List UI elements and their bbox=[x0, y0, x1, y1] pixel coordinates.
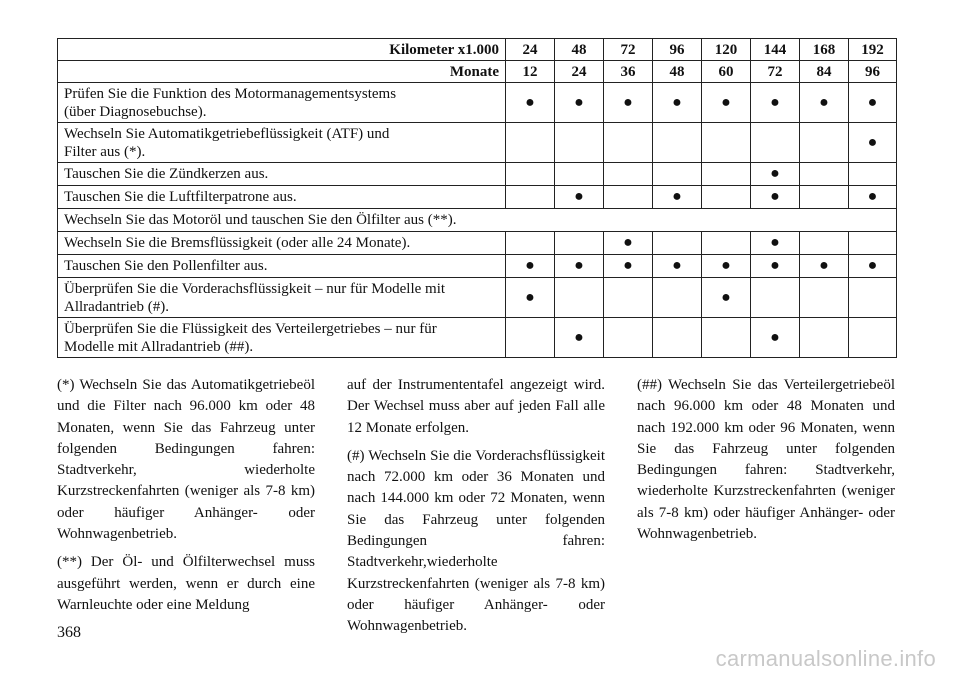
header-interval-cell: 24 bbox=[506, 39, 555, 61]
task-text-line: Modelle mit Allradantrieb (##). bbox=[64, 338, 254, 355]
service-dot-cell bbox=[702, 255, 751, 278]
service-dot-icon: ● bbox=[525, 257, 535, 274]
task-text-line: (über Diagnosebuchse). bbox=[64, 103, 207, 120]
empty-cell bbox=[604, 318, 653, 358]
empty-cell bbox=[604, 186, 653, 209]
notes-column-2 bbox=[347, 375, 605, 645]
service-dot-cell bbox=[702, 278, 751, 318]
service-dot-cell bbox=[849, 186, 897, 209]
task-description bbox=[58, 278, 506, 318]
service-dot-cell bbox=[506, 278, 555, 318]
empty-cell bbox=[849, 318, 897, 358]
table-row bbox=[58, 209, 897, 232]
service-dot-cell bbox=[800, 83, 849, 123]
service-dot-icon: ● bbox=[721, 257, 731, 274]
task-text-line: Überprüfen Sie die Vorderachsflüssigkeit – nur für Modelle mit bbox=[64, 280, 446, 297]
service-dot-icon: ● bbox=[525, 288, 535, 306]
service-dot-icon: ● bbox=[819, 93, 829, 111]
task-text-line: Überprüfen Sie die Flüssigkeit des Verteilergetriebes – nur für bbox=[64, 320, 437, 337]
table-row bbox=[58, 232, 897, 255]
note-paragraph: (*) Wechseln Sie das Automatikgetriebeöl und die Filter nach 96.000 km oder 48 Monaten, wenn Sie das Fahrzeug unter folgenden Bedingungen fahren: Stadtverkehr, wiederholte Kurzstreckenfahrten (weniger als 7-8 km) oder häufiger Anhänger- oder Wohnwagenbetrieb. bbox=[57, 377, 315, 543]
service-dot-icon: ● bbox=[721, 93, 731, 111]
task-text-line: Wechseln Sie die Bremsflüssigkeit (oder alle 24 Monate). bbox=[64, 235, 411, 251]
watermark: carmanualsonline.info bbox=[715, 646, 936, 671]
header-interval-cell: 12 bbox=[506, 61, 555, 83]
service-dot-icon: ● bbox=[525, 93, 535, 111]
empty-cell bbox=[555, 123, 604, 163]
empty-cell bbox=[849, 232, 897, 255]
header-label: Monate bbox=[58, 61, 506, 83]
task-description bbox=[58, 255, 506, 278]
table-row bbox=[58, 318, 897, 358]
empty-cell bbox=[604, 278, 653, 318]
header-interval-cell: 120 bbox=[702, 39, 751, 61]
service-dot-cell bbox=[555, 83, 604, 123]
service-dot-icon: ● bbox=[770, 328, 780, 346]
service-dot-cell bbox=[506, 83, 555, 123]
empty-cell bbox=[751, 123, 800, 163]
header-row-kilometers bbox=[58, 39, 897, 61]
empty-cell bbox=[653, 278, 702, 318]
task-description bbox=[58, 318, 506, 358]
task-text-line: Wechseln Sie Automatikgetriebeflüssigkeit (ATF) und bbox=[64, 125, 390, 142]
table-row bbox=[58, 163, 897, 186]
empty-cell bbox=[849, 278, 897, 318]
header-row-months bbox=[58, 61, 897, 83]
service-dot-cell bbox=[751, 163, 800, 186]
empty-cell bbox=[604, 163, 653, 186]
header-interval-cell: 72 bbox=[604, 39, 653, 61]
task-description bbox=[58, 163, 506, 186]
interval-span-cell bbox=[506, 209, 897, 232]
header-interval-cell: 60 bbox=[702, 61, 751, 83]
empty-cell bbox=[702, 232, 751, 255]
note-paragraph: (##) Wechseln Sie das Verteilergetriebeöl nach 96.000 km oder 48 Monaten und nach 192.000 km oder 96 Monaten, wenn Sie das Fahrzeug unter folgenden Bedingungen fahren: Stadtverkehr, wiederholte Kurzstreckenfahrten (weniger als 7-8 km) oder häufiger Anhänger- oder Wohnwagenbetrieb. bbox=[637, 377, 895, 543]
empty-cell bbox=[506, 318, 555, 358]
service-dot-cell bbox=[555, 186, 604, 209]
task-description bbox=[58, 186, 506, 209]
service-dot-icon: ● bbox=[574, 93, 584, 111]
service-dot-icon: ● bbox=[770, 257, 780, 274]
service-dot-cell bbox=[604, 83, 653, 123]
empty-cell bbox=[653, 123, 702, 163]
header-interval-cell: 36 bbox=[604, 61, 653, 83]
notes-column-1 bbox=[57, 375, 315, 623]
task-text-line: Allradantrieb (#). bbox=[64, 298, 169, 315]
service-dot-cell bbox=[653, 186, 702, 209]
header-interval-cell: 84 bbox=[800, 61, 849, 83]
empty-cell bbox=[800, 163, 849, 186]
empty-cell bbox=[506, 123, 555, 163]
empty-cell bbox=[506, 163, 555, 186]
service-dot-cell bbox=[849, 83, 897, 123]
task-description bbox=[58, 232, 506, 255]
service-dot-cell bbox=[751, 186, 800, 209]
service-dot-cell bbox=[604, 232, 653, 255]
service-dot-cell bbox=[751, 83, 800, 123]
service-dot-cell bbox=[555, 255, 604, 278]
service-dot-icon: ● bbox=[672, 93, 682, 111]
task-text-line: Tauschen Sie den Pollenfilter aus. bbox=[64, 258, 268, 274]
header-interval-cell: 144 bbox=[751, 39, 800, 61]
header-interval-cell: 48 bbox=[555, 39, 604, 61]
note-paragraph: (**) Der Öl- und Ölfilterwechsel muss ausgeführt werden, wenn er durch eine Warnleuchte oder eine Meldung bbox=[57, 554, 315, 613]
empty-cell bbox=[653, 318, 702, 358]
empty-cell bbox=[849, 163, 897, 186]
table-row bbox=[58, 83, 897, 123]
header-interval-cell: 168 bbox=[800, 39, 849, 61]
service-dot-cell bbox=[751, 232, 800, 255]
service-dot-cell bbox=[849, 255, 897, 278]
empty-cell bbox=[555, 232, 604, 255]
empty-cell bbox=[555, 278, 604, 318]
service-dot-icon: ● bbox=[819, 257, 829, 274]
service-dot-icon: ● bbox=[867, 188, 878, 205]
service-dot-cell bbox=[506, 255, 555, 278]
note-paragraph: (#) Wechseln Sie die Vorderachsflüssigkeit nach 72.000 km oder 36 Monaten und nach 144.000 km oder 72 Monaten, wenn Sie das Fahrzeug unter folgenden Bedingungen fahren: Stadtverkehr,wiederholte Kurzstreckenfahrten (weniger als 7-8 km) oder häufiger Anhänger- oder Wohnwagenbetrieb. bbox=[347, 447, 605, 635]
table-row bbox=[58, 278, 897, 318]
service-dot-cell bbox=[653, 83, 702, 123]
service-dot-cell bbox=[702, 83, 751, 123]
notes-column-3 bbox=[637, 375, 895, 552]
note-paragraph: auf der Instrumententafel angezeigt wird. Der Wechsel muss aber auf jeden Fall alle 12 Monate erfolgen. bbox=[347, 377, 605, 436]
empty-cell bbox=[604, 123, 653, 163]
service-dot-icon: ● bbox=[623, 257, 633, 274]
task-description bbox=[58, 209, 506, 232]
service-dot-icon: ● bbox=[672, 188, 682, 205]
header-interval-cell: 96 bbox=[849, 61, 897, 83]
empty-cell bbox=[800, 186, 849, 209]
service-dot-icon: ● bbox=[574, 188, 584, 205]
empty-cell bbox=[702, 318, 751, 358]
header-interval-cell: 96 bbox=[653, 39, 702, 61]
empty-cell bbox=[702, 123, 751, 163]
empty-cell bbox=[800, 318, 849, 358]
service-dot-icon: ● bbox=[574, 328, 584, 346]
service-dot-cell bbox=[604, 255, 653, 278]
empty-cell bbox=[702, 186, 751, 209]
table-row bbox=[58, 186, 897, 209]
table-row bbox=[58, 123, 897, 163]
service-dot-cell bbox=[849, 123, 897, 163]
empty-cell bbox=[751, 278, 800, 318]
task-text-line: Prüfen Sie die Funktion des Motormanagementsystems bbox=[64, 85, 397, 102]
service-dot-icon: ● bbox=[867, 133, 878, 151]
service-dot-icon: ● bbox=[672, 257, 682, 274]
service-dot-icon: ● bbox=[721, 288, 731, 306]
task-text-line: Tauschen Sie die Luftfilterpatrone aus. bbox=[64, 189, 297, 205]
empty-cell bbox=[653, 163, 702, 186]
header-interval-cell: 72 bbox=[751, 61, 800, 83]
service-dot-cell bbox=[800, 255, 849, 278]
task-text-line: Wechseln Sie das Motoröl und tauschen Sie den Ölfilter aus (**). bbox=[64, 212, 457, 228]
empty-cell bbox=[800, 123, 849, 163]
service-dot-icon: ● bbox=[770, 93, 780, 111]
empty-cell bbox=[506, 186, 555, 209]
task-description bbox=[58, 123, 506, 163]
service-dot-icon: ● bbox=[770, 234, 780, 251]
service-dot-icon: ● bbox=[623, 93, 633, 111]
header-interval-cell: 24 bbox=[555, 61, 604, 83]
empty-cell bbox=[800, 232, 849, 255]
empty-cell bbox=[702, 163, 751, 186]
service-dot-icon: ● bbox=[770, 165, 780, 182]
service-dot-icon: ● bbox=[867, 257, 878, 274]
service-dot-icon: ● bbox=[770, 188, 780, 205]
maintenance-schedule-table bbox=[57, 38, 897, 358]
page-number: 368 bbox=[57, 624, 81, 641]
service-dot-icon: ● bbox=[574, 257, 584, 274]
task-text-line: Filter aus (*). bbox=[64, 143, 146, 160]
task-text-line: Tauschen Sie die Zündkerzen aus. bbox=[64, 166, 269, 182]
header-interval-cell: 48 bbox=[653, 61, 702, 83]
service-dot-cell bbox=[653, 255, 702, 278]
empty-cell bbox=[800, 278, 849, 318]
service-dot-icon: ● bbox=[867, 93, 878, 111]
service-dot-cell bbox=[751, 255, 800, 278]
service-dot-cell bbox=[555, 318, 604, 358]
empty-cell bbox=[653, 232, 702, 255]
header-interval-cell: 192 bbox=[849, 39, 897, 61]
service-dot-icon: ● bbox=[623, 234, 633, 251]
empty-cell bbox=[555, 163, 604, 186]
task-description bbox=[58, 83, 506, 123]
table-row bbox=[58, 255, 897, 278]
header-label: Kilometer x1.000 bbox=[58, 39, 506, 61]
service-dot-cell bbox=[751, 318, 800, 358]
empty-cell bbox=[506, 232, 555, 255]
